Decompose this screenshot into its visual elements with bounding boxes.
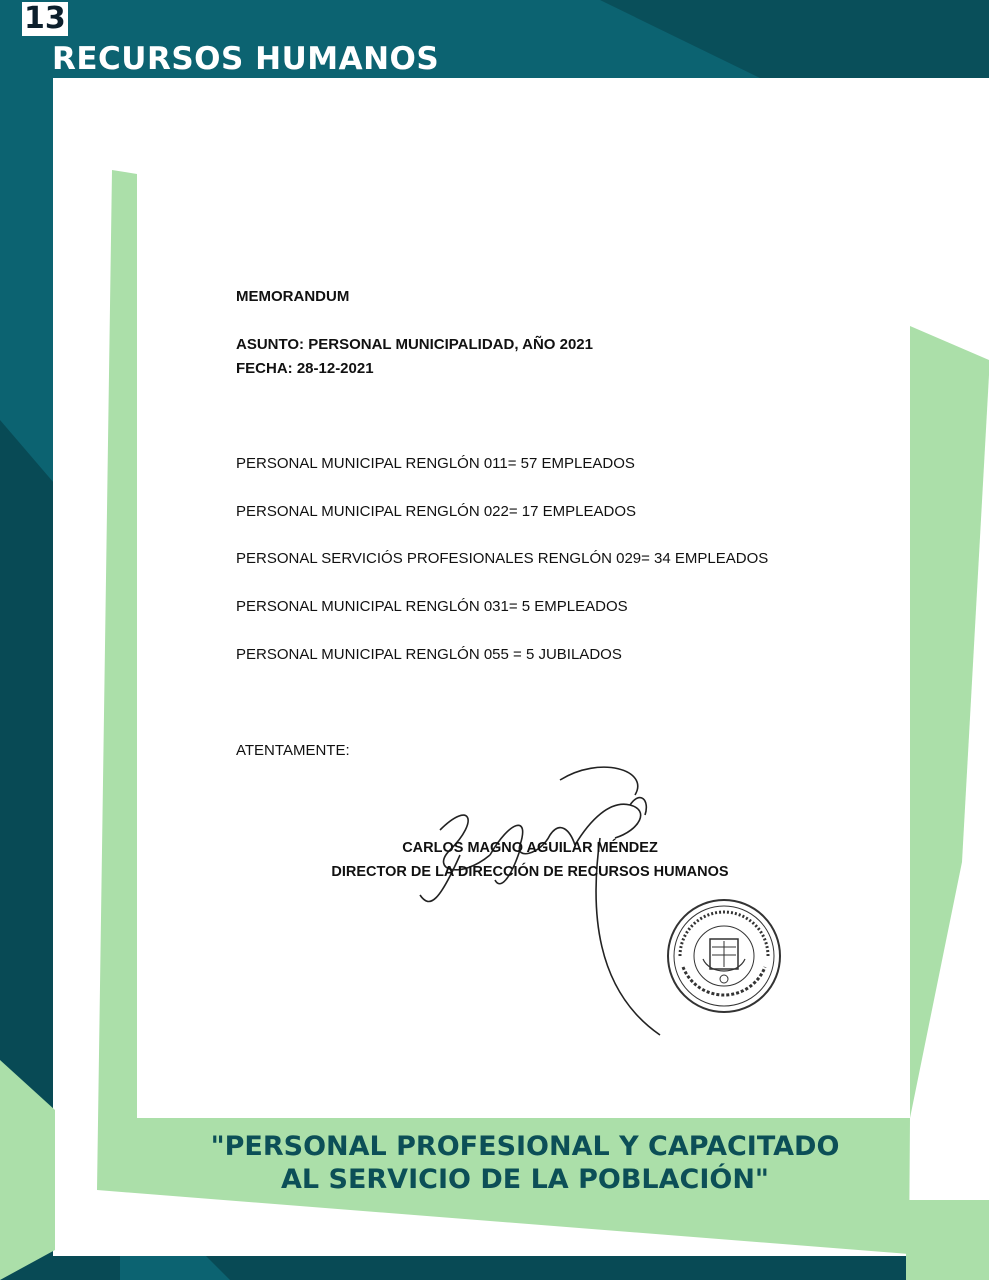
handwritten-signature <box>400 760 680 1050</box>
memo-item: PERSONAL MUNICIPAL RENGLÓN 055 = 5 JUBILADOS <box>236 646 622 663</box>
signer-name: CARLOS MAGNO AGUILAR MÉNDEZ <box>402 840 658 856</box>
memo-subject: ASUNTO: PERSONAL MUNICIPALIDAD, AÑO 2021 <box>236 336 593 353</box>
memo-item: PERSONAL MUNICIPAL RENGLÓN 031= 5 EMPLEADOS <box>236 598 628 615</box>
slogan <box>180 1130 870 1196</box>
bottom-right-green <box>906 1200 989 1280</box>
slogan-line-2: AL SERVICIO DE LA POBLACIÓN" <box>281 1164 769 1195</box>
section-title: RECURSOS HUMANOS <box>52 41 440 77</box>
memo-date: FECHA: 28-12-2021 <box>236 360 374 377</box>
slogan-line-1: "PERSONAL PROFESIONAL Y CAPACITADO <box>210 1131 840 1162</box>
memo-closing: ATENTAMENTE: <box>236 742 350 759</box>
signature-block <box>300 836 760 884</box>
memo-heading: MEMORANDUM <box>236 288 350 305</box>
memo-item: PERSONAL SERVICIÓS PROFESIONALES RENGLÓN 029= 34 EMPLEADOS <box>236 550 769 567</box>
page-number: 13 <box>24 1 66 36</box>
official-seal <box>665 897 783 1015</box>
signer-title: DIRECTOR DE LA DIRECCIÓN DE RECURSOS HUMANOS <box>331 864 729 880</box>
memo-item: PERSONAL MUNICIPAL RENGLÓN 022= 17 EMPLEADOS <box>236 503 636 520</box>
memo-item: PERSONAL MUNICIPAL RENGLÓN 011= 57 EMPLEADOS <box>236 455 635 472</box>
